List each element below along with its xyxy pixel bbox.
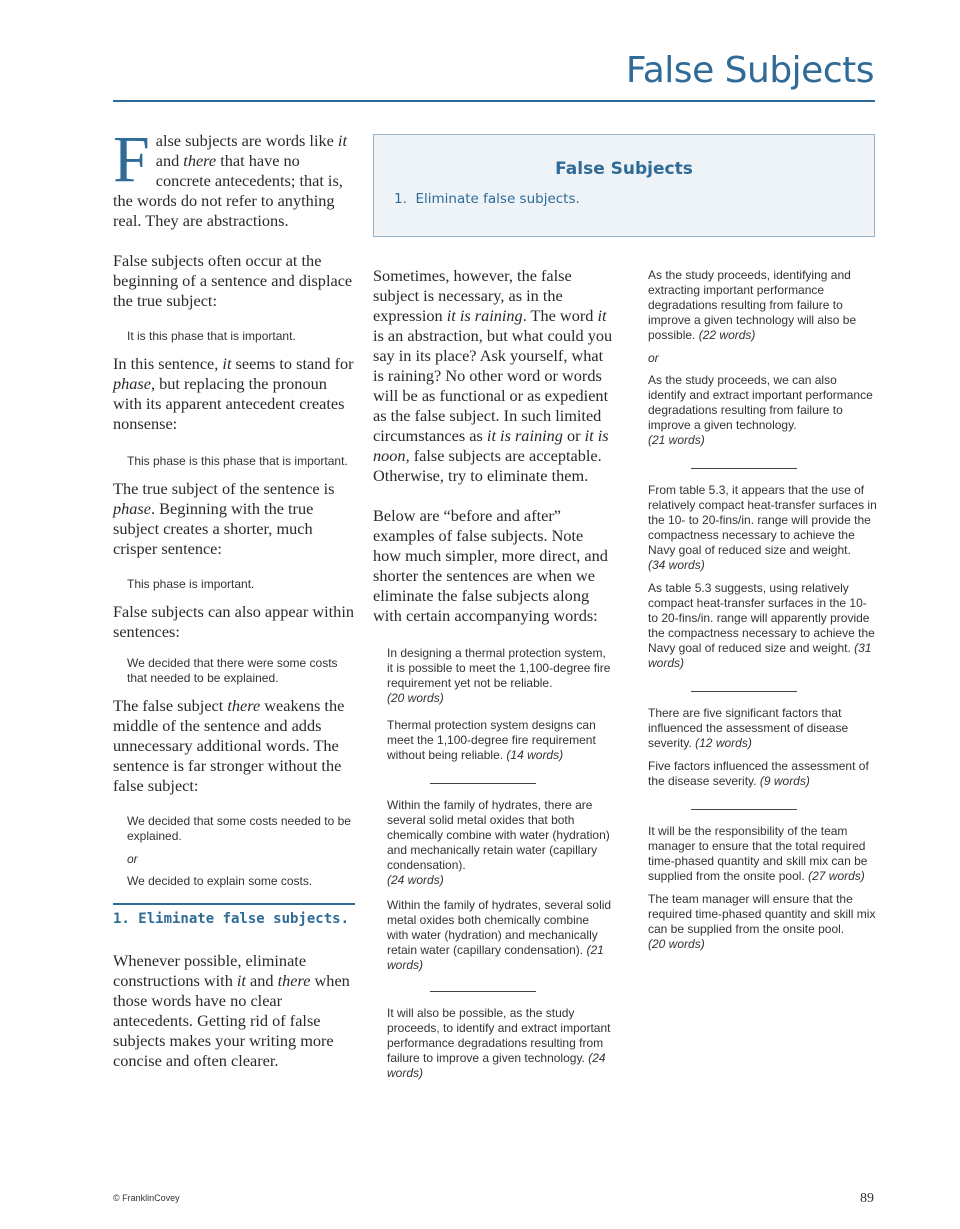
- example-after: The team manager will ensure that the required time-phased quantity and skill mix can be supplied from the onsite pool. (20 words): [648, 892, 876, 951]
- example-sentence: This phase is important.: [127, 577, 255, 591]
- paragraph: Below are “before and after” examples of false subjects. Note how much simpler, more direct, and shorter the sentences are when we eliminate the false subjects along with certain accompanying words:: [373, 506, 608, 625]
- footer-copyright: © FranklinCovey: [113, 1193, 180, 1203]
- example-sentence: We decided that some costs needed to be explained.: [127, 814, 351, 843]
- drop-cap: F: [113, 123, 150, 196]
- paragraph: Sometimes, however, the false subject is necessary, as in the expression it is raining. The word it is an abstraction, but what could you say in its place? Ask yourself, what is raining? No other word or words will be as functional or as expedient as the false subject. In such limited circumstances as it is raining or it is noon, false subjects are acceptable. Otherwise, try to eliminate them.: [373, 266, 613, 485]
- example-sentence: It is this phase that is important.: [127, 329, 296, 343]
- paragraph: False subjects can also appear within sentences:: [113, 602, 354, 641]
- paragraph: The false subject there weakens the middle of the sentence and adds unnecessary additional words. The sentence is far stronger without the false subject:: [113, 696, 345, 795]
- example-after: Five factors influenced the assessment of the disease severity. (9 words): [648, 759, 869, 788]
- example-after: Within the family of hydrates, several solid metal oxides both chemically combine with water (hydration) and mechanically retain water (capillary condensation). (21 words): [387, 898, 612, 972]
- example-before: In designing a thermal protection system, it is possible to meet the 1,100-degree fire requirement yet not be reliable. (20 words): [387, 646, 611, 705]
- middle-column: [373, 266, 613, 1081]
- intro-paragraph: False subjects are words like it and there that have no concrete antecedents; that is, the words do not refer to anything real. They are abstractions.: [113, 123, 347, 230]
- example-before: It will be the responsibility of the team manager to ensure that the total required time-phased quantity and skill mix can be supplied from the onsite pool. (27 words): [648, 824, 868, 883]
- paragraph: In this sentence, it seems to stand for phase, but replacing the pronoun with its apparent antecedent creates nonsense:: [113, 354, 354, 433]
- example-after: As the study proceeds, we can also identify and extract important performance degradations resulting from failure to improve a given technology. (21 words): [648, 373, 873, 447]
- or-label: or: [648, 351, 659, 365]
- summary-box-title: False Subjects: [555, 159, 693, 179]
- summary-box-item: 1. Eliminate false subjects.: [394, 191, 580, 207]
- left-column: [113, 123, 355, 1071]
- page-title: False Subjects: [625, 50, 874, 91]
- paragraph: The true subject of the sentence is phase. Beginning with the true subject creates a shorter, much crisper sentence:: [113, 479, 335, 558]
- section-heading: 1. Eliminate false subjects.: [113, 911, 350, 927]
- example-after: Thermal protection system designs can meet the 1,100-degree fire requirement without being reliable. (14 words): [387, 718, 596, 762]
- title-rule: [113, 100, 875, 102]
- right-column: [648, 268, 878, 952]
- example-sentence: We decided that there were some costs that needed to be explained.: [127, 656, 338, 685]
- paragraph: False subjects often occur at the beginning of a sentence and displace the true subject:: [113, 251, 353, 310]
- example-before: It will also be possible, as the study proceeds, to identify and extract important performance degradations resulting from failure to improve a given technology. (24 words): [387, 1006, 611, 1080]
- summary-box: [373, 134, 875, 237]
- example-sentence: We decided to explain some costs.: [127, 874, 313, 888]
- example-after: As table 5.3 suggests, using relatively compact heat-transfer surfaces in the 10- to 20-fins/in. range will apparently provide the compactness necessary to achieve the Navy goal of reduced size and weight. (31 words): [648, 581, 875, 670]
- example-before: There are five significant factors that influenced the assessment of disease severity. (12 words): [648, 706, 849, 750]
- example-before: From table 5.3, it appears that the use of relatively compact heat-transfer surfaces in the 10- to 20-fins/in. range will provide the compactness necessary to achieve the Navy goal of reduced size and weight. (34 words): [648, 483, 877, 572]
- example-sentence: This phase is this phase that is important.: [127, 454, 348, 468]
- example-before: As the study proceeds, identifying and extracting important performance degradations resulting from failure to improve a given technology will also be possible. (22 words): [648, 268, 857, 342]
- or-label: or: [127, 852, 138, 866]
- example-before: Within the family of hydrates, there are several solid metal oxides that both chemically combine with water (hydration) and mechanically retain water (capillary condensation). (24 words): [387, 798, 610, 887]
- paragraph: Whenever possible, eliminate constructions with it and there when those words have no clear antecedents. Getting rid of false subjects makes your writing more concise and often clearer.: [113, 951, 350, 1070]
- page-number: 89: [860, 1191, 874, 1206]
